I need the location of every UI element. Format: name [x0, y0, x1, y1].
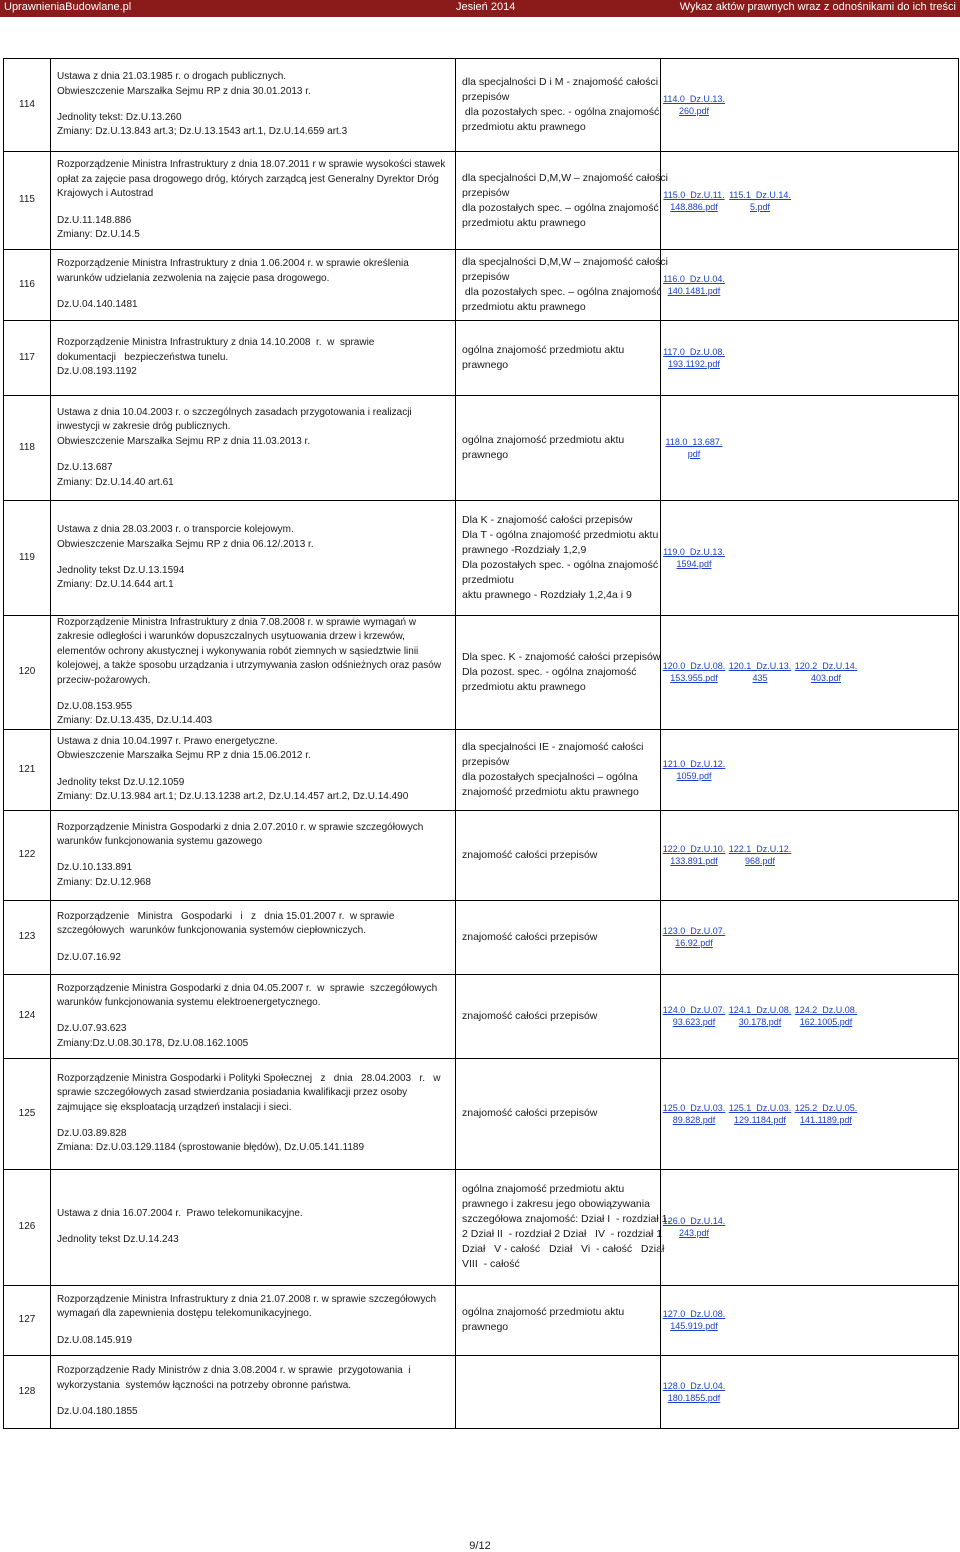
pdf-link[interactable]	[661, 436, 727, 460]
act-description-line: inwestycji w zakresie dróg publicznych.	[57, 421, 231, 433]
act-description	[51, 501, 456, 616]
row-number: 124	[4, 974, 51, 1058]
pdf-links-group	[661, 758, 958, 782]
pdf-links-cell	[661, 152, 959, 250]
knowledge-scope-line: prawnego i zakresu jego obowiązywania	[462, 1198, 650, 1211]
act-description-line: elementów ochrony akustycznej i wykonywania robót ziemnych w sąsiedztwie linii	[57, 645, 419, 657]
pdf-link-text: 122.0_Dz.U.10.	[662, 844, 726, 855]
pdf-links-cell	[661, 396, 959, 501]
paragraph-gap	[57, 1322, 451, 1334]
row-number: 117	[4, 321, 51, 396]
act-description	[51, 1355, 456, 1428]
pdf-link-text: 125.1_Dz.U.03.	[728, 1102, 792, 1113]
act-description-line: opłat za zajęcie pasa drogowego dróg, których zarządcą jest Generalny Dyrektor Dróg	[57, 173, 439, 185]
knowledge-scope-line: przepisów	[462, 91, 510, 103]
act-description-line: Dz.U.11.148.886	[57, 214, 132, 226]
knowledge-scope-line: znajomość całości przepisów	[462, 1009, 598, 1022]
knowledge-scope-line: dla pozostałych spec. - ogólna znajomość	[462, 106, 660, 118]
knowledge-scope-line: znajomość całości przepisów	[462, 1107, 598, 1120]
page-number: 9/12	[469, 1540, 491, 1552]
act-description-line: Dz.U.07.16.92	[57, 951, 121, 963]
knowledge-scope	[456, 616, 661, 730]
act-description-line: Obwieszczenie Marszałka Sejmu RP z dnia 15.06.2012 r.	[57, 750, 311, 762]
pdf-link-text: 129.1184.pdf	[734, 1114, 786, 1125]
act-description	[51, 729, 456, 810]
knowledge-scope	[456, 321, 661, 396]
act-description-line: Obwieszczenie Marszałka Sejmu RP z dnia 30.01.2013 r.	[57, 85, 311, 97]
pdf-links-group	[661, 189, 958, 213]
act-description-line: Zmiany: Dz.U.14.644 art.1	[57, 579, 174, 591]
pdf-link-text: 145.919.pdf	[670, 1321, 718, 1332]
header-document-title: Wykaz aktów prawnych wraz z odnośnikami do ich treści	[679, 1, 956, 13]
row-number: 125	[4, 1058, 51, 1169]
pdf-link-text: 124.2_Dz.U.08.	[794, 1005, 858, 1016]
act-description-line: Krajowych i Autostrad	[57, 188, 154, 200]
act-description-line: Dz.U.04.180.1855	[57, 1406, 138, 1418]
act-description-line: Ustawa z dnia 10.04.2003 r. o szczególnych zasadach przygotowania i realizacji	[57, 406, 412, 418]
pdf-links-group	[661, 546, 958, 570]
pdf-link-text: 260.pdf	[678, 106, 710, 116]
knowledge-scope-line: 2 Dział II - rozdział 2 Dział IV - rozdział 1	[462, 1228, 663, 1241]
act-description-line: Rozporządzenie Ministra Gospodarki i Polityki Społecznej z dnia 28.04.2003 r. w	[57, 1072, 441, 1084]
pdf-link[interactable]	[661, 1308, 727, 1332]
table-row	[4, 1058, 959, 1169]
pdf-link-text: 117.0_Dz.U.08.	[663, 347, 725, 357]
pdf-link[interactable]	[661, 1215, 727, 1239]
act-description-line: zakresie odległości i warunków dopuszczalnych usytuowania drzew i krzewów,	[57, 631, 405, 643]
pdf-link-text: 115.1_Dz.U.14.	[729, 189, 791, 200]
knowledge-scope-line: znajomość całości przepisów	[462, 930, 598, 943]
pdf-link-text: 140.1481.pdf	[667, 286, 721, 296]
table-row	[4, 974, 959, 1058]
row-number: 120	[4, 616, 51, 730]
knowledge-scope-line: VIII - całość	[462, 1258, 520, 1271]
pdf-link[interactable]	[661, 660, 727, 684]
act-description-line: wymagań dla zapewnienia dostępu telekomunikacyjnego.	[57, 1308, 312, 1320]
knowledge-scope-line: prawnego	[462, 359, 509, 371]
pdf-link-text: 123.0_Dz.U.07.	[662, 926, 726, 937]
pdf-link-text: 968.pdf	[744, 856, 776, 867]
pdf-links-group	[661, 660, 958, 684]
paragraph-gap	[57, 939, 451, 951]
pdf-links-group	[661, 273, 958, 297]
pdf-link-text: 243.pdf	[678, 1228, 710, 1239]
row-number: 122	[4, 810, 51, 900]
knowledge-scope-line: dla specjalności D i M - znajomość całości	[462, 76, 659, 88]
act-description-line: warunków funkcjonowania systemu elektroenergetycznego.	[57, 996, 321, 1008]
paragraph-gap	[57, 764, 451, 776]
pdf-links-group	[661, 1215, 958, 1239]
row-number: 114	[4, 59, 51, 152]
act-description	[51, 616, 456, 730]
paragraph-gap	[57, 286, 451, 298]
header-site-name: UprawnieniaBudowlane.pl	[4, 1, 132, 13]
pdf-link-text: 119.0_Dz.U.13.	[663, 547, 725, 557]
pdf-link[interactable]	[661, 843, 727, 867]
pdf-links-group	[661, 1004, 958, 1028]
table-row	[4, 321, 959, 396]
pdf-link-text: 120.0_Dz.U.08.	[662, 661, 726, 672]
act-description-line: Rozporządzenie Ministra Infrastruktury z dnia 21.07.2008 r. w sprawie szczegółowych	[57, 1293, 437, 1305]
pdf-link-text: 125.2_Dz.U.05.	[794, 1102, 858, 1113]
pdf-link-text: 126.0_Dz.U.14.	[662, 1216, 726, 1227]
act-description-line: Rozporządzenie Ministra Infrastruktury z dnia 7.08.2008 r. w sprawie wymagań w	[57, 617, 417, 628]
act-description-line: Dz.U.08.193.1192	[57, 366, 137, 378]
table-row	[4, 250, 959, 321]
act-description-line: Rozporządzenie Ministra Infrastruktury z dnia 1.06.2004 r. w sprawie określenia	[57, 258, 409, 270]
act-description-line: Ustawa z dnia 21.03.1985 r. o drogach publicznych.	[57, 71, 287, 83]
table-row	[4, 59, 959, 152]
pdf-link[interactable]	[661, 1102, 727, 1126]
pdf-links-group	[661, 346, 958, 370]
knowledge-scope	[456, 900, 661, 974]
act-description-line: zajmujące się eksploatacją urządzeń instalacji i sieci.	[57, 1101, 292, 1113]
act-description-line: Dz.U.10.133.891	[57, 862, 133, 874]
table-row	[4, 616, 959, 730]
table-row	[4, 729, 959, 810]
knowledge-scope-line: przedmiotu	[462, 574, 514, 586]
act-description-line: Rozporządzenie Rady Ministrów z dnia 3.08.2004 r. w sprawie przygotowania i	[57, 1365, 411, 1377]
knowledge-scope-line: ogólna znajomość przedmiotu aktu	[462, 1183, 625, 1196]
table-row	[4, 1355, 959, 1428]
pdf-links-group	[661, 1380, 958, 1404]
act-description	[51, 1169, 456, 1285]
act-description-line: Dz.U.08.145.919	[57, 1334, 133, 1346]
legal-acts-table-body	[4, 59, 959, 1429]
act-description-line: Zmiany: Dz.U.12.968	[57, 876, 151, 888]
knowledge-scope-line: przepisów	[462, 186, 510, 199]
act-description	[51, 321, 456, 396]
act-description-line: Jednolity tekst Dz.U.13.1594	[57, 565, 185, 576]
pdf-link[interactable]	[661, 1004, 727, 1028]
pdf-link-text: 122.1_Dz.U.12.	[728, 844, 792, 855]
legal-acts-table	[3, 58, 959, 1429]
act-description-line: Jednolity tekst: Dz.U.13.260	[57, 112, 182, 123]
pdf-links-cell	[661, 1058, 959, 1169]
pdf-link[interactable]	[661, 189, 727, 213]
knowledge-scope	[456, 1285, 661, 1355]
knowledge-scope	[456, 1169, 671, 1285]
pdf-link-text: 30.178.pdf	[738, 1017, 782, 1028]
act-description-line: wykorzystania systemów łączności na potrzeby obronne państwa.	[57, 1379, 352, 1391]
table-row	[4, 1169, 959, 1285]
pdf-link-text: 128.0_Dz.U.04.	[662, 1380, 726, 1391]
pdf-link-text: 16.92.pdf	[675, 938, 713, 949]
act-description	[51, 250, 456, 321]
pdf-link-text: 133.891.pdf	[670, 856, 718, 867]
pdf-link[interactable]	[661, 546, 727, 570]
table-row	[4, 501, 959, 616]
knowledge-scope-line: dla specjalności D,M,W – znajomość całości	[462, 256, 668, 268]
pdf-link-text: 1059.pdf	[676, 770, 712, 781]
pdf-link[interactable]	[727, 1004, 793, 1028]
knowledge-scope-line: dla pozostałych spec. – ogólna znajomość	[462, 286, 662, 298]
pdf-links-cell	[661, 1355, 959, 1428]
pdf-link-text: 120.1_Dz.U.13.	[728, 661, 792, 672]
pdf-links-cell	[661, 616, 959, 730]
act-description-line: Zmiany: Dz.U.13.843 art.3; Dz.U.13.1543 art.1, Dz.U.14.659 art.3	[57, 126, 348, 138]
pdf-link[interactable]	[793, 660, 859, 684]
act-description-line: Rozporządzenie Ministra Gospodarki z dnia 2.07.2010 r. w sprawie szczegółowych	[57, 821, 424, 833]
act-description	[51, 59, 456, 152]
header-season: Jesień 2014	[456, 1, 516, 13]
knowledge-scope	[456, 501, 661, 616]
act-description	[51, 1285, 456, 1355]
knowledge-scope-line: ogólna znajomość przedmiotu aktu	[462, 344, 625, 356]
row-number: 116	[4, 250, 51, 321]
act-description-line: warunków funkcjonowania systemu gazowego	[57, 835, 263, 847]
top-header-bar	[0, 0, 960, 17]
knowledge-scope-line: Dział V - całość Dział Vi - całość Dział	[462, 1243, 665, 1256]
act-description-line: Jednolity tekst Dz.U.14.243	[57, 1234, 179, 1246]
knowledge-scope-line: dla pozostałych specjalności – ogólna	[462, 770, 638, 783]
act-description-line: Dz.U.07.93.623	[57, 1023, 127, 1035]
act-description-line: Zmiany: Dz.U.13.984 art.1; Dz.U.13.1238 art.2, Dz.U.14.457 art.2, Dz.U.14.490	[57, 791, 409, 803]
act-description-line: Obwieszczenie Marszałka Sejmu RP z dnia 06.12/.2013 r.	[57, 538, 314, 550]
paragraph-gap	[57, 449, 451, 461]
act-description-line: Dz.U.08.153.955	[57, 701, 133, 713]
act-description-line: Rozporządzenie Ministra Infrastruktury z dnia 14.10.2008 r. w sprawie	[57, 337, 375, 349]
knowledge-scope-line: dla specjalności IE - znajomość całości	[462, 740, 644, 753]
paragraph-gap	[57, 1221, 451, 1233]
pdf-link-text: pdf	[687, 449, 701, 459]
pdf-link[interactable]	[727, 189, 793, 213]
knowledge-scope	[456, 1355, 661, 1428]
knowledge-scope-line: przedmiotu aktu prawnego	[462, 121, 586, 133]
pdf-links-group	[661, 843, 958, 867]
pdf-link-text: 124.0_Dz.U.07.	[662, 1005, 726, 1016]
knowledge-scope-line: Dla pozost. spec. - ogólna znajomość	[462, 665, 637, 678]
pdf-links-cell	[661, 900, 959, 974]
row-number: 121	[4, 729, 51, 810]
knowledge-scope-line: przepisów	[462, 755, 510, 768]
act-description	[51, 396, 456, 501]
pdf-link-text: 435	[752, 673, 768, 684]
knowledge-scope-line: dla specjalności D,M,W – znajomość całości	[462, 171, 668, 184]
knowledge-scope-line: ogólna znajomość przedmiotu aktu	[462, 1306, 625, 1319]
act-description-line: Jednolity tekst Dz.U.12.1059	[57, 776, 185, 788]
pdf-link[interactable]	[727, 1102, 793, 1126]
knowledge-scope-line: przedmiotu aktu prawnego	[462, 301, 586, 313]
pdf-link-text: 125.0_Dz.U.03.	[662, 1102, 726, 1113]
act-description-line: Rozporządzenie Ministra Gospodarki i z dnia 15.01.2007 r. w sprawie	[57, 910, 395, 922]
pdf-links-cell	[661, 974, 959, 1058]
knowledge-scope-line: dla pozostałych spec. – ogólna znajomość	[462, 201, 659, 214]
act-description-line: Rozporządzenie Ministra Infrastruktury z dnia 18.07.2011 r w sprawie wysokości stawek	[57, 159, 446, 171]
pdf-links-cell	[661, 59, 959, 152]
knowledge-scope-line: znajomość całości przepisów	[462, 848, 598, 861]
act-description-line: Dz.U.03.89.828	[57, 1128, 127, 1140]
knowledge-scope	[456, 396, 661, 501]
pdf-link-text: 1594.pdf	[676, 559, 712, 569]
act-description-line: szczegółowych warunków funkcjonowania systemów ciepłowniczych.	[57, 925, 367, 937]
pdf-link-text: 403.pdf	[810, 673, 842, 684]
knowledge-scope-line: przedmiotu aktu prawnego	[462, 216, 586, 229]
act-description	[51, 900, 456, 974]
pdf-links-cell	[661, 1285, 959, 1355]
pdf-link-text: 127.0_Dz.U.08.	[662, 1309, 726, 1320]
paragraph-gap	[57, 1115, 451, 1127]
act-description	[51, 810, 456, 900]
pdf-link[interactable]	[661, 758, 727, 782]
pdf-link[interactable]	[661, 925, 727, 949]
act-description	[51, 974, 456, 1058]
act-description-line: kolejowej, a także sposobu urządzania i utrzymywania zasłon odśnieżnych oraz pasów	[57, 660, 442, 672]
act-description-line: Zmiany:Dz.U.08.30.178, Dz.U.08.162.1005	[57, 1037, 249, 1049]
pdf-link-text: 115.0_Dz.U.11.	[663, 189, 725, 200]
knowledge-scope	[456, 810, 661, 900]
pdf-link-text: 193.1192.pdf	[668, 359, 720, 369]
act-description-line: Obwieszczenie Marszałka Sejmu RP z dnia 11.03.2013 r.	[57, 435, 311, 447]
pdf-link[interactable]	[661, 1380, 727, 1404]
pdf-links-group	[661, 436, 958, 460]
pdf-link-text: 118.0_13.687.	[665, 437, 723, 447]
knowledge-scope-line: prawnego -Rozdziały 1,2,9	[462, 544, 587, 556]
table-row	[4, 900, 959, 974]
act-description-line: sprawie szczegółowych zasad stwierdzania posiadania kwalifikacji przez osoby	[57, 1087, 408, 1099]
knowledge-scope	[456, 1058, 661, 1169]
row-number: 123	[4, 900, 51, 974]
pdf-link-text: 89.828.pdf	[672, 1114, 716, 1125]
table-row	[4, 810, 959, 900]
act-description-line: Zmiany: Dz.U.14.5	[57, 229, 140, 241]
table-row	[4, 152, 959, 250]
row-number: 118	[4, 396, 51, 501]
pdf-link[interactable]	[793, 1102, 859, 1126]
act-description	[51, 152, 456, 250]
pdf-links-group	[661, 1102, 958, 1126]
paragraph-gap	[57, 1393, 451, 1405]
act-description-line: Dz.U.13.687	[57, 462, 113, 474]
knowledge-scope-line: Dla pozostałych spec. - ogólna znajomość	[462, 559, 659, 571]
knowledge-scope-line: prawnego	[462, 449, 509, 461]
pdf-link-text: 124.1_Dz.U.08.	[728, 1005, 792, 1016]
pdf-links-cell	[661, 250, 959, 321]
paragraph-gap	[57, 688, 451, 700]
knowledge-scope	[456, 974, 661, 1058]
knowledge-scope	[456, 729, 661, 810]
knowledge-scope-line: przedmiotu aktu prawnego	[462, 680, 586, 693]
pdf-link-text: 180.1855.pdf	[667, 1392, 721, 1403]
knowledge-scope-line: prawnego	[462, 1321, 509, 1334]
paragraph-gap	[57, 99, 451, 111]
pdf-link-text: 116.0_Dz.U.04.	[663, 274, 725, 284]
act-description	[51, 1058, 456, 1169]
pdf-link-text: 153.955.pdf	[670, 673, 718, 684]
pdf-link[interactable]	[661, 346, 727, 370]
knowledge-scope	[456, 59, 661, 152]
pdf-link[interactable]	[661, 273, 727, 297]
row-number: 127	[4, 1285, 51, 1355]
knowledge-scope	[456, 250, 668, 321]
pdf-link[interactable]	[661, 93, 727, 117]
pdf-link[interactable]	[793, 1004, 859, 1028]
act-description-line: przeciw-pożarowych.	[57, 674, 151, 686]
act-description-line: Zmiana: Dz.U.03.129.1184 (sprostowanie błędów), Dz.U.05.141.1189	[57, 1142, 365, 1154]
act-description-line: Dz.U.04.140.1481	[57, 299, 138, 311]
pdf-link-text: 162.1005.pdf	[799, 1017, 853, 1028]
pdf-link-text: 93.623.pdf	[672, 1017, 716, 1028]
paragraph-gap	[57, 849, 451, 861]
pdf-link-text: 148.886.pdf	[670, 201, 718, 212]
knowledge-scope-line: Dla K - znajomość całości przepisów	[462, 514, 633, 526]
knowledge-scope	[456, 152, 668, 250]
act-description-line: Ustawa z dnia 10.04.1997 r. Prawo energetyczne.	[57, 736, 278, 748]
act-description-line: dokumentacji bezpieczeństwa tunelu.	[57, 351, 229, 363]
table-row	[4, 1285, 959, 1355]
pdf-links-group	[661, 1308, 958, 1332]
act-description-line: Ustawa z dnia 28.03.2003 r. o transporcie kolejowym.	[57, 524, 294, 536]
knowledge-scope-line: znajomość przedmiotu aktu prawnego	[462, 785, 639, 798]
pdf-links-cell	[661, 501, 959, 616]
pdf-link-text: 120.2_Dz.U.14.	[794, 661, 858, 672]
pdf-link-text: 141.1189.pdf	[800, 1114, 852, 1125]
pdf-links-cell	[661, 810, 959, 900]
pdf-link[interactable]	[727, 660, 793, 684]
pdf-links-group	[661, 93, 958, 117]
row-number: 119	[4, 501, 51, 616]
pdf-links-cell	[661, 321, 959, 396]
paragraph-gap	[57, 202, 451, 214]
row-number: 115	[4, 152, 51, 250]
pdf-link-text: 121.0_Dz.U.12.	[662, 758, 726, 769]
knowledge-scope-line: przepisów	[462, 271, 510, 283]
pdf-link-text: 5.pdf	[749, 201, 771, 212]
pdf-links-cell	[661, 729, 959, 810]
act-description-line: Rozporządzenie Ministra Gospodarki z dnia 04.05.2007 r. w sprawie szczegółowych	[57, 982, 438, 994]
act-description-line: Zmiany: Dz.U.14.40 art.61	[57, 476, 174, 488]
knowledge-scope-line: Dla spec. K - znajomość całości przepisów	[462, 650, 661, 663]
act-description-line: Ustawa z dnia 16.07.2004 r. Prawo telekomunikacyjne.	[57, 1207, 303, 1219]
row-number: 128	[4, 1355, 51, 1428]
knowledge-scope-line: Dla T - ogólna znajomość przedmiotu aktu	[462, 529, 659, 541]
pdf-links-cell	[661, 1169, 959, 1285]
knowledge-scope-line: ogólna znajomość przedmiotu aktu	[462, 434, 625, 446]
act-description-line: Zmiany: Dz.U.13.435, Dz.U.14.403	[57, 715, 213, 727]
pdf-link[interactable]	[727, 843, 793, 867]
pdf-link-text: 114.0_Dz.U.13.	[663, 94, 725, 104]
act-description-line: warunków udzielania zezwolenia na zajęcie pasa drogowego.	[57, 272, 330, 284]
paragraph-gap	[57, 552, 451, 564]
pdf-links-group	[661, 925, 958, 949]
table-row	[4, 396, 959, 501]
knowledge-scope-line: aktu prawnego - Rozdziały 1,2,4a i 9	[462, 589, 632, 601]
paragraph-gap	[57, 1010, 451, 1022]
knowledge-scope-line: szczegółowa znajomość: Dział I - rozdział 1,	[462, 1213, 671, 1226]
row-number: 126	[4, 1169, 51, 1285]
